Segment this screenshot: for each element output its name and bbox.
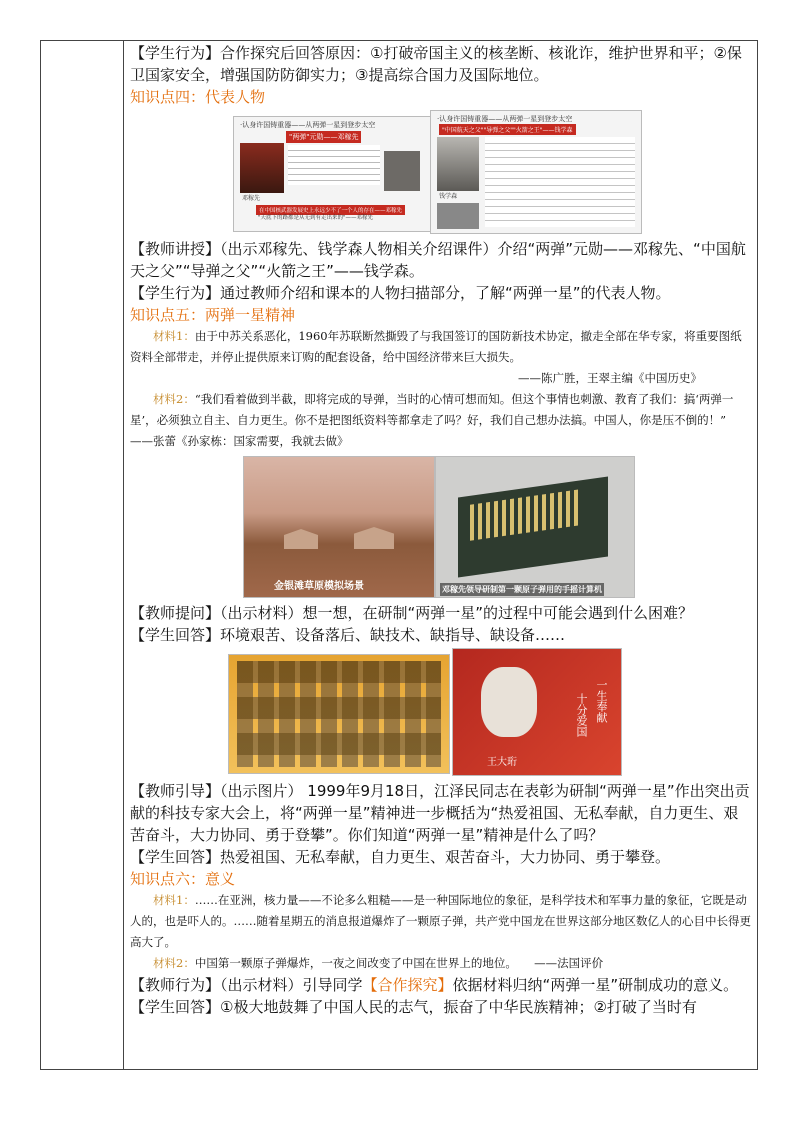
material-4: 材料2：中国第一颗原子弹爆炸，一夜之间改变了中国在世界上的地位。 ——法国评价 [153, 956, 604, 970]
lesson-content [130, 42, 752, 1018]
grassland-photo: 金银滩草原模拟场景 [243, 456, 435, 598]
portrait-photo-2 [384, 151, 420, 191]
knowledge-point-5: 知识点五：两弹一星精神 [130, 306, 296, 324]
poster-photo: 王大珩 一生奉献 十分爱国 [452, 648, 622, 776]
teacher-lecture: 【教师讲授】（出示邓稼先、钱学森人物相关介绍课件）介绍“两弹”元勋——邓稼先、“中国航天之父”“导弹之父”“火箭之王”——钱学森。 [130, 240, 746, 280]
teacher-behavior: 【教师行为】（出示材料）引导同学【合作探究】依据材料归纳“两弹一星”研制成功的意义。 [130, 976, 739, 994]
knowledge-point-6: 知识点六：意义 [130, 870, 236, 888]
student-answer-1: 【学生回答】环境艰苦、设备落后、缺技术、缺指导、缺设备…… [130, 626, 566, 644]
material-2: 材料2：“我们看着做到半截，即将完成的导弹，当时的心情可想而知。但这个事情也刺激、教育了我们：搞‘两弹一星’，必须独立自主、自力更生。你不是把图纸资料等都拿走了吗？好，我们自己想办法搞。中国人，你是压不倒的！” ——张蕾《孙家栋：国家需要，我就去做》 [130, 392, 750, 448]
student-behavior-2: 【学生行为】通过教师介绍和课本的人物扫描部分，了解“两弹一星”的代表人物。 [130, 284, 671, 302]
material-1: 材料1：由于中苏关系恶化，1960年苏联断然撕毁了与我国签订的国防新技术协定，撤走全部在华专家，将重要图纸资料全部带走，并停止提供原来订购的配套设备，给中国经济带来巨大损失。 [130, 329, 742, 364]
slide-qian-xuesen: ·认身许国铸重器——从两弹一星到登步太空 "中国航天之父""导弹之父""火箭之王"——钱学森 钱学森 [430, 110, 642, 234]
portrait-photo-2 [437, 203, 479, 229]
column-divider [123, 40, 124, 1070]
scientists-grid-photo [228, 654, 450, 774]
material-1-source: ——陈广胜，王翠主编《中国历史》 [518, 371, 702, 385]
student-answer-2: 【学生回答】热爱祖国、无私奉献，自力更生、艰苦奋斗，大力协同、勇于攀登。 [130, 848, 671, 866]
portrait-photo [240, 143, 284, 193]
slide-deng-jiaxian: ·认身许国铸重器——从两弹一星到登步太空 "两弹"元勋——邓稼先 邓稼先 在中国核武器发展史上永远少不了一个人的存在——邓稼先 "天底下的路都是从无到有走出来的"——邓稼先 [233, 116, 431, 232]
calculator-photo: 邓稼先领导研制第一颗原子弹用的手摇计算机 [435, 456, 635, 598]
teacher-guide: 【教师引导】（出示图片） 1999年9月18日，江泽民同志在表彰为研制“两弹一星”作出突出贡献的科技专家大会上，将“两弹一星”精神进一步概括为“热爱祖国、无私奉献，自力更生、艰苦奋斗，大力协同、勇于登攀”。你们知道“两弹一星”精神是什么了吗？ [130, 782, 750, 844]
portrait-photo [437, 137, 479, 191]
knowledge-point-4: 知识点四：代表人物 [130, 88, 266, 106]
student-answer-3: 【学生回答】①极大地鼓舞了中国人民的志气，振奋了中华民族精神；②打破了当时有 [130, 998, 697, 1016]
slide-name-label: 邓稼先 [242, 195, 261, 202]
material-3: 材料1：……在亚洲，核力量——不论多么粗糙——是一种国际地位的象征，是科学技术和军事力量的象征，它既是动人的，也是吓人的。……随着星期五的消息报道爆炸了一颗原子弹，共产党中国龙在世界这部分地区数亿人的心目中长得更高大了。 [130, 893, 751, 949]
teacher-question: 【教师提问】（出示材料）想一想，在研制“两弹一星”的过程中可能会遇到什么困难？ [130, 604, 694, 622]
student-behavior-1: 【学生行为】合作探究后回答原因：①打破帝国主义的核垄断、核讹诈，维护世界和平；②保卫国家安全，增强国防防御实力；③提高综合国力及国际地位。 [130, 44, 742, 84]
